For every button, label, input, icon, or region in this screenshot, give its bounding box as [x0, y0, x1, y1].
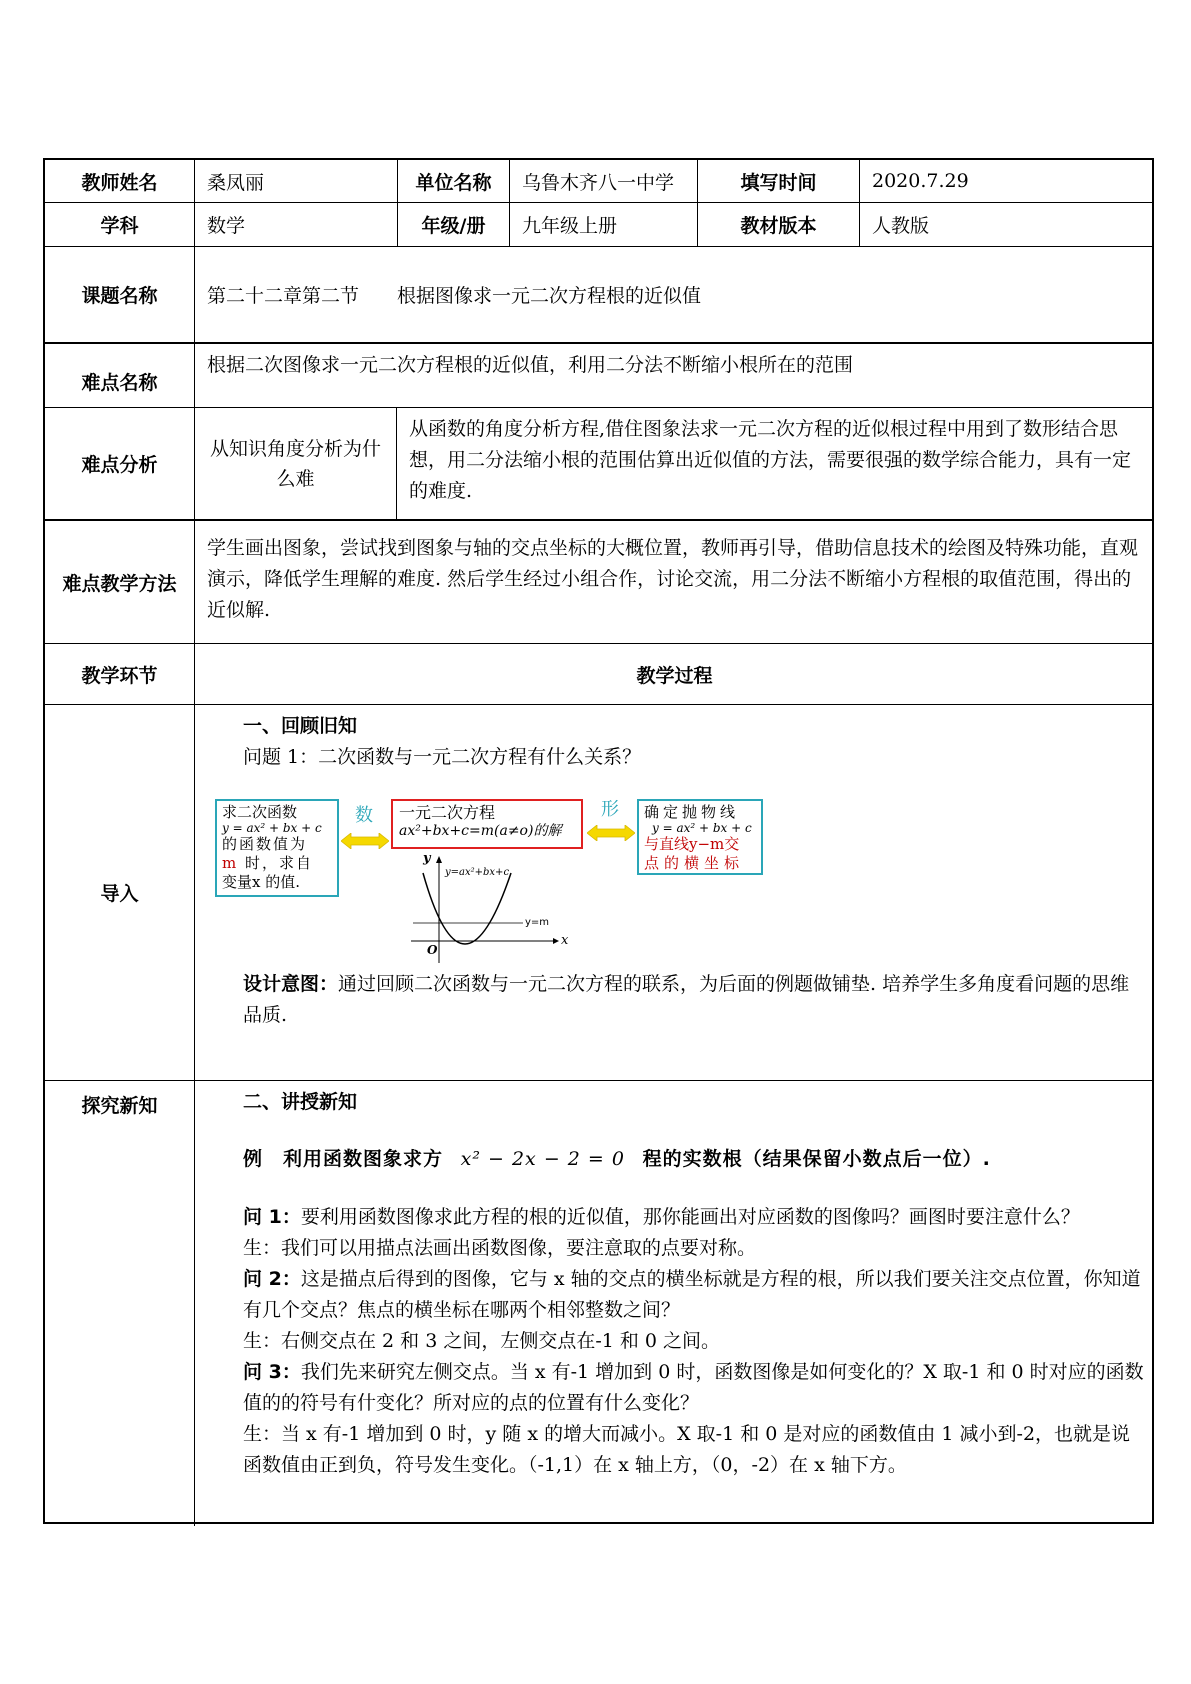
example-statement: [243, 1144, 1144, 1175]
design-intent: [243, 969, 1144, 1031]
quadratic-equation-box: [391, 799, 583, 849]
analysis-value: 从函数的角度分析方程,借住图象法求一元二次方程的近似根过程中用到了数形结合思想，用二分法缩小根的范围估算出近似值的方法，需要很强的数学综合能力，具有一定的难度.: [397, 408, 1154, 521]
number-label: 数: [355, 805, 373, 826]
analysis-label: 难点分析: [45, 408, 195, 521]
graph-y-label: y: [423, 851, 431, 866]
dialogue-line-6: 生：当 x 有-1 增加到 0 时，y 随 x 的增大而减小。X 取-1 和 0 是对应的函数值由 1 减小到-2，也就是说函数值由正到负，符号发生变化。（-1,1）在 x 轴上方，（0，-2）在 x 轴下方。: [243, 1423, 1131, 1476]
unit-name-value: 乌鲁木齐八一中学: [510, 160, 698, 203]
fill-date-label: 填写时间: [698, 160, 860, 203]
process-header: 教学过程: [195, 644, 1154, 705]
graph-origin-label: O: [427, 943, 438, 957]
left-double-arrow-icon: [341, 833, 389, 849]
graph-curve-label: y=ax²+bx+c: [445, 867, 510, 878]
intro-content: [195, 705, 1154, 1081]
example-suffix: 程的实数根（结果保留小数点后一位）.: [642, 1148, 991, 1170]
intro-section-title: 一、回顾旧知: [243, 715, 358, 737]
middle-box-line-2: ax²+bx+c=m(a≠o)的解: [399, 823, 562, 839]
explore-section-title: 二、讲授新知: [243, 1091, 358, 1113]
topic-label: 课题名称: [45, 247, 195, 344]
explore-content: [195, 1081, 1154, 1526]
left-box-line-1: 求二次函数: [222, 803, 298, 821]
example-prefix: 例 利用函数图象求方: [243, 1148, 444, 1170]
parabola-line-box: [637, 799, 763, 875]
explore-label: 探究新知: [45, 1081, 195, 1526]
subject-value: 数学: [195, 203, 398, 247]
design-intent-label: 设计意图：: [243, 973, 339, 995]
function-value-box: [215, 799, 339, 897]
stage-header: 教学环节: [45, 644, 195, 705]
method-value: 学生画出图象，尝试找到图象与轴的交点坐标的大概位置，教师再引导，借助信息技术的绘图及特殊功能，直观演示，降低学生理解的难度. 然后学生经过小组合作，讨论交流，用二分法不断缩小方程根的取值范围，得出的近似解.: [195, 521, 1154, 644]
edition-value: 人教版: [860, 203, 1154, 247]
example-equation: x² − 2x − 2 = 0: [460, 1148, 625, 1170]
analysis-sub-label: 从知识角度分析为什么难: [195, 408, 397, 521]
dialogue-line-3: 问 2：这是描点后得到的图像，它与 x 轴的交点的横坐标就是方程的根，所以我们要关注交点位置，你知道有几个交点？焦点的横坐标在哪两个相邻整数之间？: [243, 1268, 1141, 1321]
shape-label: 形: [601, 799, 619, 820]
difficulty-value: 根据二次图像求一元二次方程根的近似值，利用二分法不断缩小根所在的范围: [195, 344, 1154, 408]
right-box-line-3: 与直线y−m交: [644, 835, 740, 853]
middle-box-line-1: 一元二次方程: [399, 803, 496, 822]
teacher-name-label: 教师姓名: [45, 160, 195, 203]
intro-label: 导入: [45, 705, 195, 1081]
grade-label: 年级/册: [398, 203, 510, 247]
left-box-line-3: 的函数值为: [222, 835, 308, 853]
dialogue-line-1: 问 1：要利用函数图像求此方程的根的近似值，那你能画出对应函数的图像吗？画图时要注意什么？: [243, 1206, 1080, 1228]
right-box-line-4: 点的横坐标: [644, 854, 745, 872]
left-box-line-5: 变量x 的值.: [222, 873, 300, 891]
difficulty-label: 难点名称: [45, 344, 195, 408]
right-box-line-2: y = ax² + bx + c: [652, 821, 752, 835]
dialogue: [243, 1202, 1144, 1481]
grade-value: 九年级上册: [510, 203, 698, 247]
design-intent-text: 通过回顾二次函数与一元二次方程的联系，为后面的例题做铺垫. 培养学生多角度看问题的思维品质.: [243, 973, 1130, 1026]
subject-label: 学科: [45, 203, 195, 247]
dialogue-line-5: 问 3：我们先来研究左侧交点。当 x 有-1 增加到 0 时，函数图像是如何变化的？X 取-1 和 0 时对应的函数值的的符号有什变化？所对应的点的位置有什么变化？: [243, 1361, 1144, 1414]
teacher-name-value: 桑凤丽: [195, 160, 398, 203]
left-box-line-4: m 时，求自: [222, 854, 314, 872]
intro-question: 问题 1：二次函数与一元二次方程有什么关系？: [243, 746, 642, 768]
left-box-line-2: y = ax² + bx + c: [222, 821, 322, 835]
graph-line-label: y=m: [525, 917, 550, 928]
right-box-line-1: 确定抛物线: [644, 803, 740, 821]
edition-label: 教材版本: [698, 203, 860, 247]
method-label: 难点教学方法: [45, 521, 195, 644]
graph-x-label: x: [561, 933, 569, 948]
unit-name-label: 单位名称: [398, 160, 510, 203]
topic-value: 第二十二章第二节 根据图像求一元二次方程根的近似值: [195, 247, 1154, 344]
dialogue-line-2: 生：我们可以用描点法画出函数图像，要注意取的点要对称。: [243, 1237, 757, 1259]
fill-date-value: 2020.7.29: [860, 160, 1154, 203]
dialogue-line-4: 生：右侧交点在 2 和 3 之间，左侧交点在-1 和 0 之间。: [243, 1330, 721, 1352]
lesson-plan-table: [43, 158, 1154, 1524]
right-double-arrow-icon: [587, 825, 635, 841]
